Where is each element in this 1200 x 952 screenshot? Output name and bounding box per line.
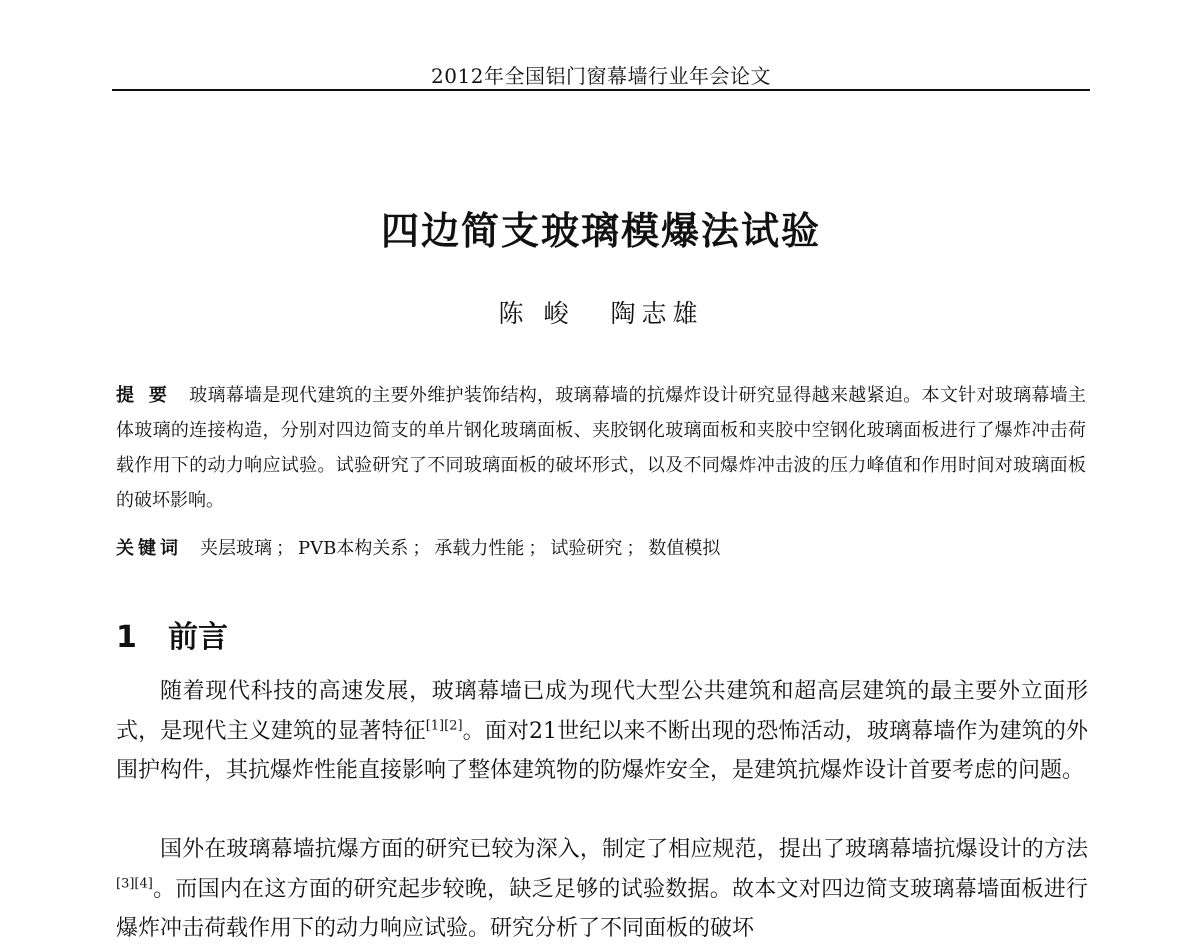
author-1: 陈 峻 [498, 299, 575, 328]
keyword-separator: ； [412, 538, 431, 559]
keyword-separator: ； [528, 538, 547, 559]
abstract-text: 玻璃幕墙是现代建筑的主要外维护装饰结构，玻璃幕墙的抗爆炸设计研究显得越来越紧迫。本文针对玻璃幕墙主体玻璃的连接构造，分别对四边简支的单片钢化玻璃面板、夹胶钢化玻璃面板和夹胶中空钢化玻璃面板进行了爆炸冲击荷载作用下的动力响应试验。试验研究了不同玻璃面板的破坏形式，以及不同爆炸冲击波的压力峰值和作用时间对玻璃面板的破坏影响。 [116, 385, 1086, 511]
abstract-label: 提 要 [116, 385, 172, 406]
keyword-item: 试验研究 [550, 538, 623, 559]
header-rule [112, 89, 1090, 91]
paper-title: 四边简支玻璃模爆法试验 [380, 209, 821, 253]
section-number: 1 [116, 620, 137, 655]
body-paragraph-2 [116, 830, 1088, 949]
author-2: 陶志雄 [610, 299, 704, 328]
keyword-separator: ； [626, 538, 645, 559]
keyword-item: 夹层玻璃 [200, 538, 272, 559]
section-heading [116, 612, 228, 656]
paragraph-text: 随着现代科技的高速发展，玻璃幕墙已成为现代大型公共建筑和超高层建筑的最主要外立面形式，是现代主义建筑的显著特征 [116, 679, 1088, 744]
keyword-item: 承载力性能 [434, 538, 525, 559]
paragraph-text: 国外在玻璃幕墙抗爆方面的研究已较为深入，制定了相应规范，提出了玻璃幕墙抗爆设计的方法 [160, 837, 1088, 862]
citation-ref: [3][4] [116, 876, 153, 892]
keywords [116, 531, 1086, 566]
keyword-item: 数值模拟 [648, 538, 721, 559]
running-header: 2012年全国铝门窗幕墙行业年会论文 [431, 64, 771, 88]
section-title: 前言 [168, 620, 228, 655]
body-paragraph-1 [116, 672, 1088, 791]
author-list [112, 294, 1090, 330]
paragraph-text: 。而国内在这方面的研究起步较晚，缺乏足够的试验数据。故本文对四边简支玻璃幕墙面板进行爆炸冲击荷载作用下的动力响应试验。研究分析了不同面板的破坏 [116, 876, 1088, 941]
paragraph-text: 。面对21世纪以来不断出现的恐怖活动，玻璃幕墙作为建筑的外围护构件，其抗爆炸性能直接影响了整体建筑物的防爆炸安全，是建筑抗爆炸设计首要考虑的问题。 [116, 718, 1088, 783]
abstract [116, 378, 1086, 518]
keyword-separator: ； [276, 538, 294, 559]
keyword-item: PVB本构关系 [298, 538, 409, 559]
keywords-label: 关键词 [116, 538, 182, 559]
citation-ref: [1][2] [425, 718, 463, 734]
